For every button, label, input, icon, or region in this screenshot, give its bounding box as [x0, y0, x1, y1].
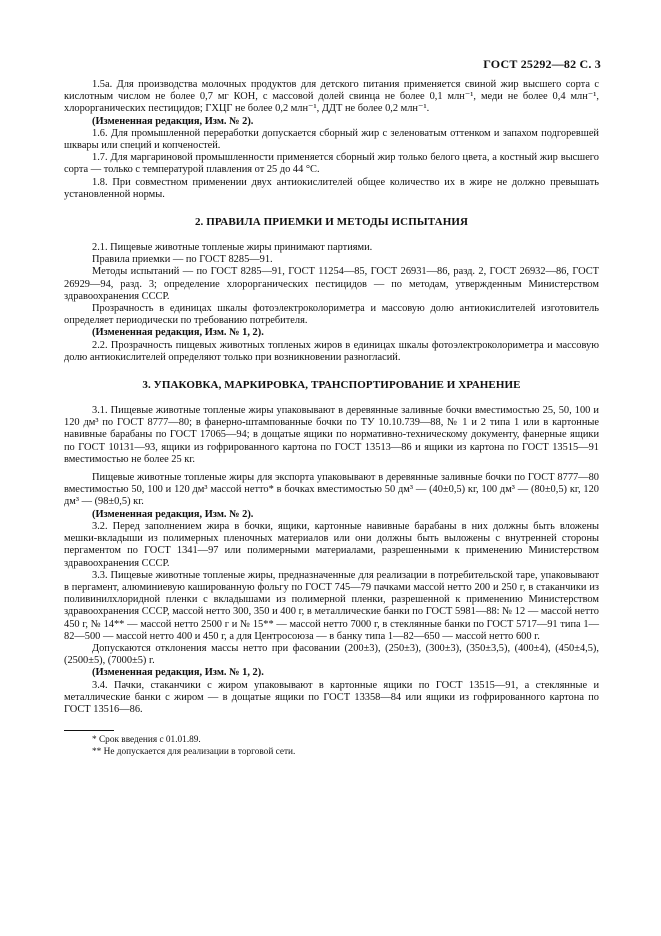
amendment-note: (Измененная редакция, Изм. № 1, 2).: [92, 327, 264, 339]
paragraph: 1.8. При совместном применении двух антиокислителей общее количество их в жире не должно превышать установленной нормы.: [64, 176, 599, 200]
footnote: ** Не допускается для реализации в торговой сети.: [92, 746, 296, 757]
paragraph: 3.2. Перед заполнением жира в бочки, ящики, картонные навивные барабаны в них должны быть вложены мешки-вкладыши из полимерных пленочных материалов или они должны быть выложены с внутренней стороны пергаментом по ГОСТ 1341—97 или полимерными материалами, разрешенными к применению Министерством здравоохранения СССР.: [64, 520, 599, 569]
paragraph: 3.1. Пищевые животные топленые жиры упаковывают в деревянные заливные бочки вместимостью 25, 50, 100 и 120 дм³ по ГОСТ 8777—80; в фанерно-штампованные бочки по ТУ 10.10.739—88, № 1 и 2 типа 1 или в картонные навивные барабаны по ГОСТ 17065—94; в дощатые ящики по нормативно-техническому документу, фанерные ящики по ГОСТ 10131—93, ящики из гофрированного картона по ГОСТ 13513—86 и ящики из картона по ГОСТ 13515—91 вместимостью не более 25 кг.: [64, 405, 599, 465]
paragraph: Пищевые животные топленые жиры для экспорта упаковывают в деревянные заливные бочки по ГОСТ 8777—80 вместимостью 50, 100 и 120 дм³ массой нетто* в бочках вместимостью 50 дм³ — (40±0,5) кг, 100 дм³ — (80±0,5) кг, 120 дм³ — (98±0,5) кг.: [64, 472, 599, 508]
amendment-note: (Измененная редакция, Изм. № 2).: [92, 115, 254, 127]
paragraph: 3.4. Пачки, стаканчики с жиром упаковывают в картонные ящики по ГОСТ 13515—91, а стеклянные и металлические банки с жиром — в дощатые ящики по ГОСТ 13358—84 или ящики из гофрированного картона по ГОСТ 13516—86.: [64, 679, 599, 715]
paragraph: 2.1. Пищевые животные топленые жиры принимают партиями.: [92, 242, 373, 254]
paragraph: Допускаются отклонения массы нетто при фасовании (200±3), (250±3), (300±3), (350±3,5), (400±4), (450±4,5), (2500±5), (7000±5) г.: [64, 642, 599, 667]
paragraph: 1.7. Для маргариновой промышленности применяется сборный жир только белого цвета, а костный жир высшего сорта — только с температурой плавления от 25 до 44 °С.: [64, 152, 599, 176]
section-2: [64, 242, 599, 364]
paragraph: 3.3. Пищевые животные топленые жиры, предназначенные для реализации в потребительской таре, упаковывают в пергамент, алюминиевую кашированную фольгу по ГОСТ 745—79 пачками массой нетто 200 и 250 г, в стаканчики из поливинилхлоридной пленки с вкладышами из полимерной пленки, разрешенной к применению Министерством здравоохранения СССР, массой нетто 300, 350 и 400 г, в металлические банки по ГОСТ 5981—88: № 12 — массой нетто 450 г, № 14** — массой нетто 2500 г и № 15** — массой нетто 7000 г, в стеклянные банки по ГОСТ 5717—91 типа 1—82—500 — массой нетто 400 и 450 г, а для Центросоюза — в банку типа 1—82—650 — массой нетто 600 г.: [64, 569, 599, 642]
section-2-title: 2. ПРАВИЛА ПРИЕМКИ И МЕТОДЫ ИСПЫТАНИЯ: [194, 216, 469, 229]
paragraph: Правила приемки — по ГОСТ 8285—91.: [92, 254, 273, 266]
block-1: [64, 79, 599, 201]
section-3-title: 3. УПАКОВКА, МАРКИРОВКА, ТРАНСПОРТИРОВАНИЕ И ХРАНЕНИЕ: [142, 379, 521, 392]
paragraph: 1.5а. Для производства молочных продуктов для детского питания применяется свиной жир высшего сорта с кислотным числом не более 0,7 мг КОН, с массовой долей свинца не более 0,1 млн⁻¹, меди не более 0,4 млн⁻¹, хлорорганических пестицидов; ГХЦГ не более 0,2 млн⁻¹, ДДТ не более 0,2 млн⁻¹.: [64, 79, 599, 115]
footnote-divider: [64, 730, 114, 731]
paragraph: 1.6. Для промышленной переработки допускается сборный жир с зеленоватым оттенком и запахом подгоревшей шквары или специй и копченостей.: [64, 127, 599, 152]
paragraph: Прозрачность в единицах шкалы фотоэлектроколориметра и массовую долю антиокислителей изготовитель определяет периодически по требованию потребителя.: [64, 303, 599, 327]
document-body: [64, 79, 599, 758]
paragraph: 2.2. Прозрачность пищевых животных топленых жиров в единицах шкалы фотоэлектроколориметра и массовую долю антиокислителей определяют только при возникновении разногласий.: [64, 339, 599, 363]
section-3: [64, 405, 599, 716]
amendment-note: (Измененная редакция, Изм. № 2).: [92, 508, 254, 520]
amendment-note: (Измененная редакция, Изм. № 1, 2).: [92, 667, 264, 679]
paragraph: Методы испытаний — по ГОСТ 8285—91, ГОСТ 11254—85, ГОСТ 26931—86, разд. 2, ГОСТ 26932—86, ГОСТ 26929—94, разд. 3; определение хлорорганических пестицидов — по методам, утвержденным Министерством здравоохранения СССР.: [64, 266, 599, 302]
footnote: * Срок введения с 01.01.89.: [92, 735, 201, 746]
page-header: ГОСТ 25292—82 С. 3: [483, 57, 601, 71]
